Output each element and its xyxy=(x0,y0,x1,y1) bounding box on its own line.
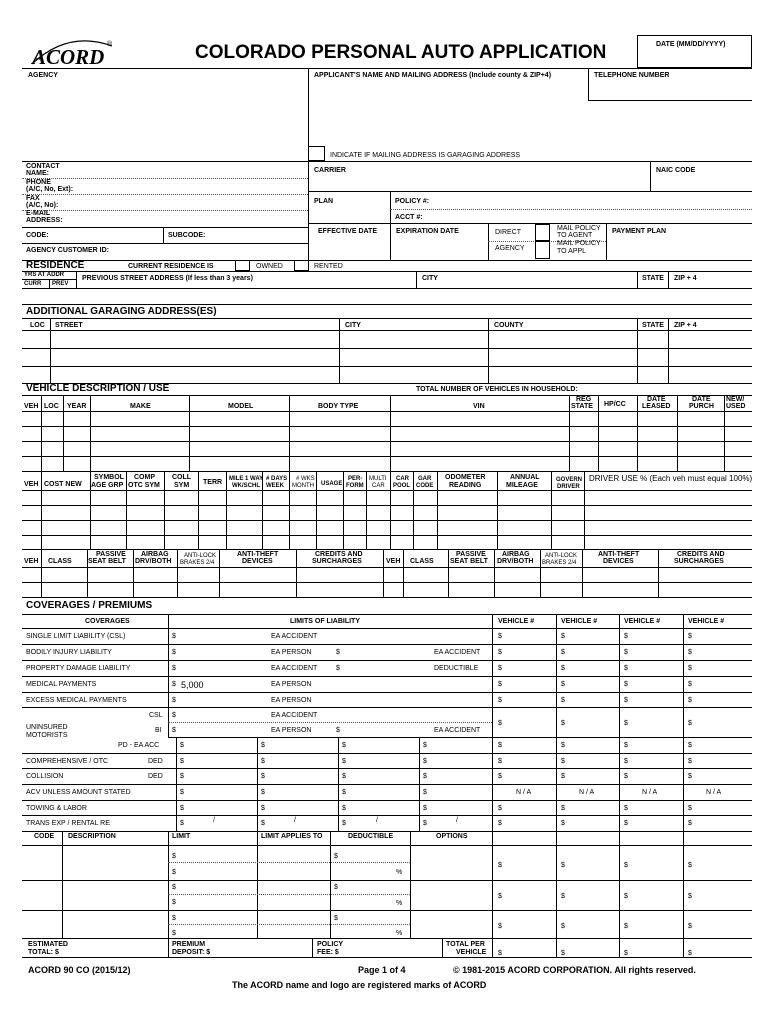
premium-dollar-3-0: $ xyxy=(498,681,502,688)
pd-label: PROPERTY DAMAGE LIABILITY xyxy=(26,665,131,672)
um-bi-dollar: $ xyxy=(172,727,176,734)
vehicle-title: VEHICLE DESCRIPTION / USE xyxy=(26,383,170,394)
annual-mileage-header-2: MILEAGE xyxy=(506,482,538,489)
residence-city-label: CITY xyxy=(422,275,438,282)
premium-dollar-6-3: $ xyxy=(688,758,692,765)
total-per-vehicle-label: TOTAL PER xyxy=(446,941,485,948)
mail-policy-agent-label-2: TO AGENT xyxy=(557,232,593,239)
premium-dollar-6-1: $ xyxy=(561,758,565,765)
contact-label: CONTACT xyxy=(26,163,60,170)
bi-ea-accident: EA ACCIDENT xyxy=(434,649,481,656)
premium-dollar-5-2: $ xyxy=(624,742,628,749)
mail-policy-agent-label: MAIL POLICY xyxy=(557,225,601,232)
sub-dollar-1-2: $ xyxy=(261,773,265,780)
code-col-header: CODE xyxy=(34,833,55,840)
coverages-title: COVERAGES / PREMIUMS xyxy=(26,600,153,611)
garaging-loc-label: LOC xyxy=(30,322,45,329)
sub-dollar-1-1: $ xyxy=(261,758,265,765)
class-header-2: CLASS xyxy=(410,558,434,565)
um-premium-dollar-3: $ xyxy=(688,720,692,727)
loc-header: LOC xyxy=(44,403,59,410)
add-cov-prem-2-1: $ xyxy=(561,923,565,930)
mile-header-2: WK/SCHL xyxy=(232,483,260,489)
garaging-city-label: CITY xyxy=(345,322,361,329)
coll-header: COLL xyxy=(172,474,192,481)
indicate-label: INDICATE IF MAILING ADDRESS IS GARAGING ADDRESS xyxy=(330,152,521,159)
add-cov-prem-0-1: $ xyxy=(561,862,565,869)
add-cov-prem-1-1: $ xyxy=(561,893,565,900)
comp-header: COMP xyxy=(134,474,155,481)
sub-dollar-0-2: $ xyxy=(180,773,184,780)
new-used-header-2: USED xyxy=(726,403,746,410)
add-cov-pct-1: % xyxy=(396,900,403,907)
limits-col-header: LIMITS OF LIABILITY xyxy=(290,618,360,625)
sub-dollar-1-3: $ xyxy=(261,789,265,796)
pd-dollar-2: $ xyxy=(336,665,340,672)
credits-header-b2: SURCHARGES xyxy=(674,558,724,565)
premium-dollar-4-0: $ xyxy=(498,697,502,704)
um-label-2: MOTORISTS xyxy=(26,732,68,739)
um-csl-dollar: $ xyxy=(172,712,176,719)
add-cov-prem-1-0: $ xyxy=(498,893,502,900)
add-cov-dollar-2: $ xyxy=(172,869,176,876)
agency-label: AGENCY xyxy=(28,72,58,79)
agency-bill-label: AGENCY xyxy=(495,245,525,252)
sub-dollar-1-4: $ xyxy=(261,805,265,812)
premium-dollar-7-3: $ xyxy=(688,773,692,780)
airbag-header: AIRBAG xyxy=(141,551,169,558)
rented-label: RENTED xyxy=(314,263,343,270)
direct-bill-label: DIRECT xyxy=(495,229,522,236)
premium-dollar-8-2: $ xyxy=(624,805,628,812)
sub-dollar-2-4: $ xyxy=(342,805,346,812)
med-dollar: $ xyxy=(172,681,176,688)
mail-policy-appl-label: MAIL POLICY xyxy=(557,240,601,247)
subcode-label: SUBCODE: xyxy=(168,232,206,239)
add-cov-dollar-4: $ xyxy=(334,884,338,891)
veh-header-2: VEH xyxy=(24,481,39,488)
add-cov-pct-2: % xyxy=(396,930,403,937)
bi-label: BODILY INJURY LIABILITY xyxy=(26,649,112,656)
page-number: Page 1 of 4 xyxy=(358,965,406,975)
vehicle-1-header: VEHICLE # xyxy=(498,618,535,625)
acv-na-3: N / A xyxy=(706,789,722,796)
pd-dollar: $ xyxy=(172,665,176,672)
airbag-header-b: AIRBAG xyxy=(502,551,530,558)
vehicle-4-header: VEHICLE # xyxy=(688,618,725,625)
premium-dollar-8-3: $ xyxy=(688,805,692,812)
new-used-header: NEW/ xyxy=(726,396,745,403)
garaging-county-label: COUNTY xyxy=(494,322,524,329)
date-purch-header: DATE xyxy=(692,396,711,403)
acct-label: ACCT #: xyxy=(395,214,423,221)
reg-state-header: STATE xyxy=(571,403,593,410)
add-cov-dollar-5: $ xyxy=(172,899,176,906)
trans-slash-3: / xyxy=(456,817,458,824)
code-label: CODE: xyxy=(26,232,49,239)
symbol-header: SYMBOL xyxy=(94,474,124,481)
premium-dollar-5-1: $ xyxy=(561,742,565,749)
acv-na-0: N / A xyxy=(516,789,532,796)
agency-customer-id-label: AGENCY CUSTOMER ID: xyxy=(26,247,109,254)
premium-dollar-7-1: $ xyxy=(561,773,565,780)
garaging-title: ADDITIONAL GARAGING ADDRESS(ES) xyxy=(26,306,217,317)
email-label-2: ADDRESS: xyxy=(26,217,63,224)
rented-checkbox[interactable] xyxy=(294,260,309,271)
premium-dollar-2-0: $ xyxy=(498,665,502,672)
page-title: COLORADO PERSONAL AUTO APPLICATION xyxy=(195,42,607,63)
sub-dollar-3-2: $ xyxy=(423,773,427,780)
estimated-total-label: TOTAL: $ xyxy=(28,949,59,956)
med-pay-label: MEDICAL PAYMENTS xyxy=(26,681,97,688)
antilock-header-2: BRAKES 2/4 xyxy=(180,560,215,566)
premium-dollar-1-0: $ xyxy=(498,649,502,656)
add-cov-prem-1-3: $ xyxy=(688,893,692,900)
premium-dollar-0-1: $ xyxy=(561,633,565,640)
sub-dollar-2-5: $ xyxy=(342,820,346,827)
sub-dollar-2-1: $ xyxy=(342,758,346,765)
sub-dollar-2-0: $ xyxy=(342,742,346,749)
applicant-label: APPLICANT'S NAME AND MAILING ADDRESS (Include county & ZIP+4) xyxy=(314,72,552,79)
estimated-label: ESTIMATED xyxy=(28,941,68,948)
add-cov-prem-0-3: $ xyxy=(688,862,692,869)
sub-dollar-0-4: $ xyxy=(180,805,184,812)
premium-dollar-3-1: $ xyxy=(561,681,565,688)
residence-title: RESIDENCE xyxy=(26,260,85,271)
premium-dollar-9-3: $ xyxy=(688,820,692,827)
comp-ded-label: DED xyxy=(148,758,163,765)
towing-label: TOWING & LABOR xyxy=(26,805,87,812)
premium-dollar-1-3: $ xyxy=(688,649,692,656)
excess-dollar: $ xyxy=(172,697,176,704)
vin-header: VIN xyxy=(473,403,485,410)
owned-checkbox[interactable] xyxy=(235,260,250,271)
add-cov-dollar-0: $ xyxy=(172,853,176,860)
premium-dollar-7-2: $ xyxy=(624,773,628,780)
premium-dollar-5-3: $ xyxy=(688,742,692,749)
add-cov-prem-1-2: $ xyxy=(624,893,628,900)
sub-dollar-2-2: $ xyxy=(342,773,346,780)
um-premium-dollar-2: $ xyxy=(624,720,628,727)
acord-logo-text: ACORD xyxy=(32,45,105,69)
deductible-col-header: DEDUCTIBLE xyxy=(348,833,394,840)
total-dollar-3: $ xyxy=(688,950,692,957)
bi-ea-person: EA PERSON xyxy=(271,649,312,656)
phone-label: PHONE xyxy=(26,179,51,186)
effective-date-label: EFFECTIVE DATE xyxy=(318,228,377,235)
contact-label-2: NAME: xyxy=(26,170,49,177)
passive-header-2: SEAT BELT xyxy=(88,558,126,565)
antitheft-header-b: ANTI-THEFT xyxy=(598,551,640,558)
naic-label: NAIC CODE xyxy=(656,167,696,174)
veh-header-4: VEH xyxy=(386,558,401,565)
antilock-header-b: ANTI-LOCK xyxy=(545,553,578,559)
antilock-header: ANTI-LOCK xyxy=(184,553,217,559)
mile-header: MILE 1 WAY xyxy=(229,476,264,482)
premium-dollar-6-2: $ xyxy=(624,758,628,765)
antitheft-header: ANTI-THEFT xyxy=(237,551,279,558)
policy-label: POLICY #: xyxy=(395,198,430,205)
policy-fee-label: POLICY xyxy=(317,941,344,948)
acv-na-1: N / A xyxy=(579,789,595,796)
um-bi-ea-accident: EA ACCIDENT xyxy=(434,727,481,734)
limit-applies-col-header: LIMIT APPLIES TO xyxy=(261,833,323,840)
agency-bill-checkbox[interactable] xyxy=(535,241,550,259)
sub-dollar-0-1: $ xyxy=(180,758,184,765)
options-col-header: OPTIONS xyxy=(436,833,468,840)
add-cov-prem-0-0: $ xyxy=(498,862,502,869)
registered-mark: ® xyxy=(107,41,113,48)
csl-label: SINGLE LIMIT LIABILITY (CSL) xyxy=(26,633,126,640)
garaging-state-label: STATE xyxy=(642,322,664,329)
sub-dollar-1-5: $ xyxy=(261,820,265,827)
garaging-zip-label: ZIP + 4 xyxy=(674,322,697,329)
add-cov-prem-0-2: $ xyxy=(624,862,628,869)
sub-dollar-0-0: $ xyxy=(180,742,184,749)
form-number: ACORD 90 CO (2015/12) xyxy=(28,965,131,975)
date-box[interactable] xyxy=(637,35,752,68)
limit-col-header: LIMIT xyxy=(172,833,191,840)
terr-header: TERR xyxy=(203,479,223,486)
premium-dollar-0-3: $ xyxy=(688,633,692,640)
veh-header: VEH xyxy=(24,403,39,410)
passive-header-b2: SEAT BELT xyxy=(450,558,488,565)
sub-dollar-0-5: $ xyxy=(180,820,184,827)
residence-zip-label: ZIP + 4 xyxy=(674,275,697,282)
add-cov-prem-2-0: $ xyxy=(498,923,502,930)
trans-slash-1: / xyxy=(294,817,296,824)
add-cov-dollar-7: $ xyxy=(334,915,338,922)
total-dollar-1: $ xyxy=(561,950,565,957)
um-bi-ea-person: EA PERSON xyxy=(271,727,312,734)
owned-label: OWNED xyxy=(256,263,283,270)
comprehensive-label: COMPREHENSIVE / OTC xyxy=(26,758,109,765)
csl-ea-accident: EA ACCIDENT xyxy=(271,633,318,640)
coll-sym-header: SYM xyxy=(174,482,190,489)
direct-bill-checkbox[interactable] xyxy=(535,224,550,241)
residence-state-label: STATE xyxy=(642,275,664,282)
premium-dollar-0-0: $ xyxy=(498,633,502,640)
premium-dollar-5-0: $ xyxy=(498,742,502,749)
coverages-col-header: COVERAGES xyxy=(85,618,130,625)
airbag-header-b2: DRV/BOTH xyxy=(497,558,534,565)
carrier-label: CARRIER xyxy=(314,167,346,174)
hpcc-header: HP/CC xyxy=(604,401,626,408)
premium-dollar-3-3: $ xyxy=(688,681,692,688)
um-label: UNINSURED xyxy=(26,724,68,731)
premium-dollar-7-0: $ xyxy=(498,773,502,780)
year-header: YEAR xyxy=(67,403,87,410)
airbag-header-2: DRV/BOTH xyxy=(135,558,172,565)
sub-dollar-3-0: $ xyxy=(423,742,427,749)
sub-dollar-3-4: $ xyxy=(423,805,427,812)
phone-label-2: (A/C, No, Ext): xyxy=(26,186,74,193)
multi-car-header: MULTI xyxy=(369,476,387,482)
body-type-header: BODY TYPE xyxy=(318,403,359,410)
govern-driver-header-2: DRIVER xyxy=(557,484,580,490)
otc-sym-header: OTC SYM xyxy=(128,482,160,489)
driver-use-header: DRIVER USE % (Each veh must equal 100%) xyxy=(589,474,753,483)
um-premium-dollar-0: $ xyxy=(498,720,502,727)
sub-dollar-3-1: $ xyxy=(423,758,427,765)
bi-dollar-2: $ xyxy=(336,649,340,656)
csl-dollar: $ xyxy=(172,633,176,640)
acord-logo xyxy=(28,36,114,70)
add-cov-prem-2-2: $ xyxy=(624,923,628,930)
age-grp-header: AGE GRP xyxy=(91,482,124,489)
um-pd-label: PD - EA ACC xyxy=(118,742,160,749)
add-cov-dollar-6: $ xyxy=(172,915,176,922)
model-header: MODEL xyxy=(228,403,254,410)
um-csl-label: CSL xyxy=(149,712,163,719)
um-bi-label: BI xyxy=(155,727,162,734)
fax-label: FAX xyxy=(26,195,40,202)
prev-street-label: PREVIOUS STREET ADDRESS (If less than 3 years) xyxy=(82,275,253,282)
premium-dollar-2-2: $ xyxy=(624,665,628,672)
acv-label: ACV UNLESS AMOUNT STATED xyxy=(26,789,131,796)
total-vehicles-label: TOTAL NUMBER OF VEHICLES IN HOUSEHOLD: xyxy=(416,386,578,393)
car-pool-header-2: POOL xyxy=(393,483,411,489)
collision-label: COLLISION xyxy=(26,773,64,780)
premium-dollar-9-0: $ xyxy=(498,820,502,827)
perform-header: PER- xyxy=(348,476,363,482)
trans-slash-2: / xyxy=(376,817,378,824)
date-leased-header: DATE xyxy=(647,396,666,403)
days-header-2: WEEK xyxy=(266,483,284,489)
premium-dollar-6-0: $ xyxy=(498,758,502,765)
credits-header: CREDITS AND xyxy=(315,551,363,558)
coll-ded-label: DED xyxy=(148,773,163,780)
plan-label: PLAN xyxy=(314,198,334,205)
date-leased-header-2: LEASED xyxy=(642,403,671,410)
garaging-street-label: STREET xyxy=(55,322,83,329)
odometer-header: ODOMETER xyxy=(445,474,486,481)
bi-dollar: $ xyxy=(172,649,176,656)
cost-new-header: COST NEW xyxy=(44,481,82,488)
um-csl-ea-accident: EA ACCIDENT xyxy=(271,712,318,719)
add-cov-dollar-8: $ xyxy=(172,930,176,937)
govern-driver-header: GOVERN xyxy=(556,477,583,483)
premium-label: PREMIUM xyxy=(172,941,206,948)
perform-header-2: FORM xyxy=(346,483,364,489)
gar-code-header-2: CODE xyxy=(416,483,434,489)
sub-dollar-1-0: $ xyxy=(261,742,265,749)
veh-header-3: VEH xyxy=(24,558,39,565)
sub-dollar-3-5: $ xyxy=(423,820,427,827)
med-ea-person: EA PERSON xyxy=(271,681,312,688)
multi-car-header-2: CAR xyxy=(372,483,385,489)
usage-header: USAGE xyxy=(321,481,343,487)
expiration-date-label: EXPIRATION DATE xyxy=(396,228,459,235)
make-header: MAKE xyxy=(130,403,151,410)
vehicle-3-header: VEHICLE # xyxy=(624,618,661,625)
premium-dollar-9-2: $ xyxy=(624,820,628,827)
premium-dollar-4-1: $ xyxy=(561,697,565,704)
add-cov-prem-2-3: $ xyxy=(688,923,692,930)
med-amount: 5,000 xyxy=(181,680,204,690)
antitheft-header-2: DEVICES xyxy=(242,558,273,565)
um-bi-dollar-2: $ xyxy=(336,727,340,734)
credits-header-2: SURCHARGES xyxy=(312,558,362,565)
premium-dollar-2-3: $ xyxy=(688,665,692,672)
add-cov-dollar-3: $ xyxy=(172,884,176,891)
yrs-curr-label: CURR xyxy=(24,281,42,287)
premium-dollar-1-1: $ xyxy=(561,649,565,656)
mailing-is-garaging-checkbox[interactable] xyxy=(308,146,325,161)
date-label: DATE (MM/DD/YYYY) xyxy=(656,41,726,48)
current-residence-label: CURRENT RESIDENCE IS xyxy=(128,263,214,270)
sub-dollar-2-3: $ xyxy=(342,789,346,796)
add-cov-dollar-1: $ xyxy=(334,853,338,860)
excess-ea-person: EA PERSON xyxy=(271,697,312,704)
yrs-prev-label: PREV xyxy=(52,281,69,287)
premium-deposit-label: DEPOSIT: $ xyxy=(172,949,211,956)
total-per-vehicle-label-2: VEHICLE xyxy=(456,949,487,956)
sub-dollar-3-3: $ xyxy=(423,789,427,796)
premium-dollar-4-2: $ xyxy=(624,697,628,704)
premium-dollar-2-1: $ xyxy=(561,665,565,672)
days-header: # DAYS xyxy=(266,476,288,482)
reg-header: REG xyxy=(576,396,592,403)
gar-code-header: GAR xyxy=(418,476,432,482)
credits-header-b: CREDITS AND xyxy=(677,551,725,558)
car-pool-header: CAR xyxy=(396,476,409,482)
registered-marks-note: The ACORD name and logo are registered marks of ACORD xyxy=(232,980,487,990)
payment-plan-label: PAYMENT PLAN xyxy=(612,228,667,235)
excess-med-label: EXCESS MEDICAL PAYMENTS xyxy=(26,697,127,704)
acv-na-2: N / A xyxy=(642,789,658,796)
pd-ea-accident: EA ACCIDENT xyxy=(271,665,318,672)
premium-dollar-8-1: $ xyxy=(561,805,565,812)
trans-exp-label: TRANS EXP / RENTAL RE xyxy=(26,820,110,827)
total-dollar-0: $ xyxy=(498,950,502,957)
wks-header: # WKS xyxy=(296,476,315,482)
antitheft-header-b2: DEVICES xyxy=(603,558,634,565)
yrs-at-addr-label: YRS AT ADDR xyxy=(24,272,65,278)
policy-fee-label-2: FEE: $ xyxy=(317,949,339,956)
add-cov-pct-0: % xyxy=(396,869,403,876)
annual-mileage-header: ANNUAL xyxy=(510,474,540,481)
passive-header: PASSIVE xyxy=(96,551,126,558)
trans-slash-0: / xyxy=(213,817,215,824)
passive-header-b: PASSIVE xyxy=(456,551,486,558)
fax-label-2: (A/C, No): xyxy=(26,202,59,209)
sub-dollar-0-3: $ xyxy=(180,789,184,796)
premium-dollar-4-3: $ xyxy=(688,697,692,704)
premium-dollar-1-2: $ xyxy=(624,649,628,656)
date-purch-header-2: PURCH xyxy=(689,403,714,410)
copyright: © 1981-2015 ACORD CORPORATION. All rights reserved. xyxy=(453,965,696,975)
premium-dollar-0-2: $ xyxy=(624,633,628,640)
telephone-label: TELEPHONE NUMBER xyxy=(594,72,670,79)
vehicle-2-header: VEHICLE # xyxy=(561,618,598,625)
premium-dollar-8-0: $ xyxy=(498,805,502,812)
premium-dollar-3-2: $ xyxy=(624,681,628,688)
email-label: E-MAIL xyxy=(26,210,51,217)
class-header: CLASS xyxy=(48,558,72,565)
premium-dollar-9-1: $ xyxy=(561,820,565,827)
wks-header-2: MONTH xyxy=(292,483,314,489)
pd-deductible: DEDUCTIBLE xyxy=(434,665,479,672)
um-premium-dollar-1: $ xyxy=(561,720,565,727)
antilock-header-b2: BRAKES 2/4 xyxy=(542,560,577,566)
description-col-header: DESCRIPTION xyxy=(68,833,116,840)
mail-policy-appl-label-2: TO APPL xyxy=(557,248,587,255)
total-dollar-2: $ xyxy=(624,950,628,957)
odometer-header-2: READING xyxy=(449,482,482,489)
